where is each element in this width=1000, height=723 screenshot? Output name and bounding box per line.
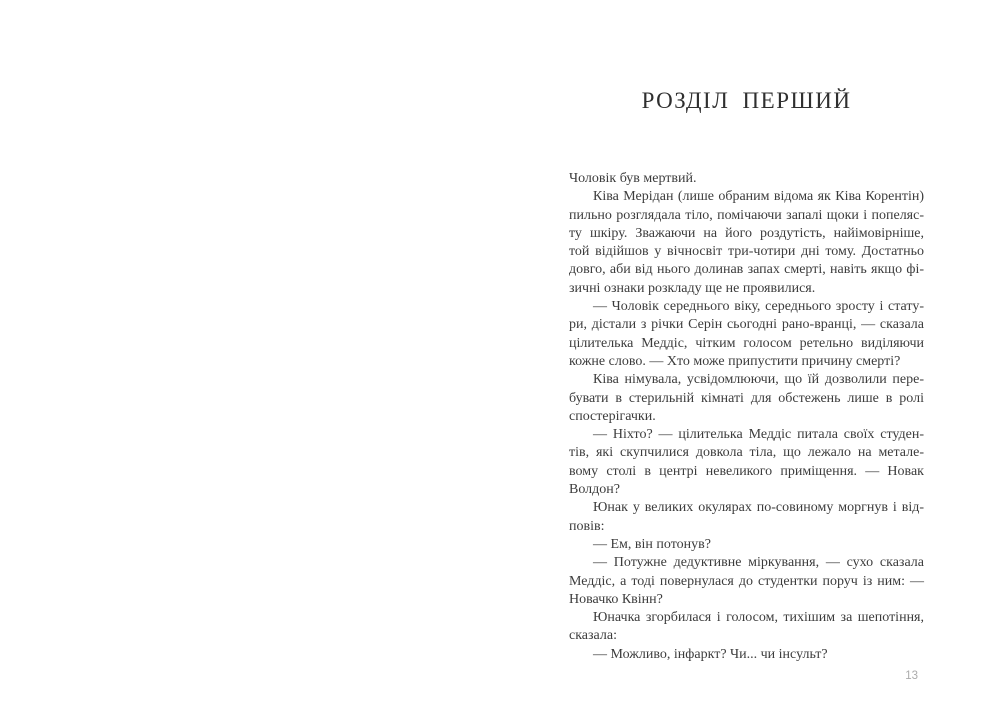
- text-line: той відійшов у вічносвіт три-чотири дні тому. Достатньо: [569, 244, 924, 260]
- text-line: Новачко Квінн?: [569, 591, 663, 607]
- text-line: Ківа Мерідан (лише обраним відома як Ківа Корентін): [593, 189, 924, 205]
- text-line: пильно розглядала тіло, помічаючи запалі щоки і попеляс-: [569, 207, 924, 223]
- page-number: 13: [905, 670, 918, 682]
- text-line: Юнак у великих окулярах по-совиному моргнув і від-: [593, 500, 924, 516]
- text-line: Меддіс, а тоді повернулася до студентки поруч із ним: —: [569, 573, 924, 589]
- text-line: тів, які скупчилися довкола тіла, що лежало на метале-: [569, 445, 924, 461]
- text-line: Волдон?: [569, 482, 620, 498]
- chapter-title: РОЗДІЛ ПЕРШИЙ: [641, 88, 852, 113]
- text-line: довго, аби від нього долинав запах смерті, навіть якщо фі-: [569, 262, 924, 278]
- right-page: [500, 0, 1000, 723]
- text-line: — Потужне дедуктивне міркування, — сухо сказала: [593, 555, 924, 571]
- text-line: вому столі в центрі невеликого приміщення. — Новак: [569, 463, 924, 479]
- text-line: бувати в стерильній кімнаті для обстежень лише в ролі: [569, 390, 924, 406]
- text-line: зичні ознаки розкладу ще не проявилися.: [569, 280, 816, 296]
- text-line: цілителька Меддіс, чітким голосом ретельно виділяючи: [569, 335, 924, 351]
- text-line: — Ніхто? — цілителька Меддіс питала своїх студен-: [593, 427, 924, 443]
- text-line: ту шкіру. Зважаючи на його роздутість, найімовірніше,: [569, 225, 924, 241]
- text-line: Чоловік був мертвий.: [569, 171, 697, 186]
- text-line: Ківа німувала, усвідомлюючи, що їй дозволили пере-: [593, 372, 924, 388]
- text-line: Юначка згорбилася і голосом, тихішим за шепотіння,: [593, 610, 924, 626]
- text-line: кожне слово. — Хто може припустити причину смерті?: [569, 353, 901, 369]
- text-line: — Можливо, інфаркт? Чи... чи інсульт?: [593, 646, 828, 662]
- text-line: сказала:: [569, 628, 617, 644]
- text-line: спостерігачки.: [569, 408, 656, 424]
- text-line: — Чоловік середнього віку, середнього зросту і стату-: [593, 299, 924, 315]
- text-line: — Ем, він потонув?: [593, 536, 711, 552]
- text-line: ри, дістали з річки Серін сьогодні рано-вранці, — сказала: [569, 317, 924, 333]
- text-line: повів:: [569, 518, 605, 534]
- body-text: [569, 170, 924, 664]
